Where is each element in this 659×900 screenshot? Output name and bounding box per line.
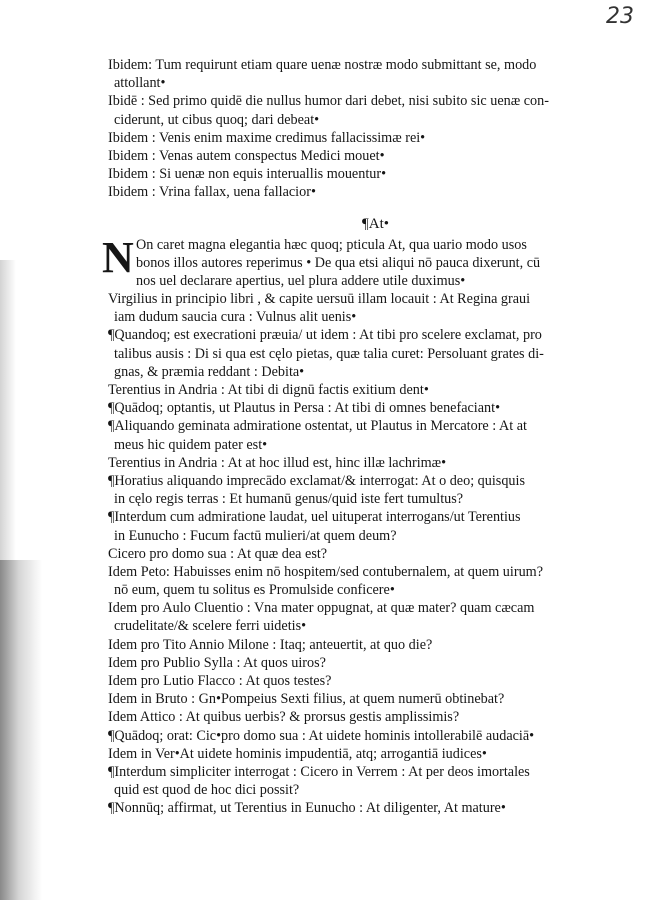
text-line: ¶Quādoq; orat: Cic•pro domo sua : At uidete hominis intollerabilē audaciā• — [108, 727, 535, 744]
text-line: Ibidē : Sed primo quidē die nullus humor dari debet, nisi subito sic uenæ con- — [108, 93, 549, 110]
text-line: ¶Quādoq; optantis, ut Plautus in Persa : At tibi di omnes benefaciant• — [108, 400, 501, 417]
text-line: Idem pro Aulo Cluentio : Vna mater oppugnat, at quæ mater? quam cæcam — [108, 600, 535, 617]
text-line: talibus ausis : Di si qua est cęlo pietas, quæ talia curet: Persoluant grates di- — [114, 345, 544, 362]
page-number: 23 — [606, 4, 634, 29]
text-line: ¶Interdum cum admiratione laudat, uel uituperat interrogans/ut Terentius — [108, 509, 521, 526]
text-line: quid est quod de hoc dici possit? — [114, 782, 300, 799]
text-line: bonos illos autores reperimus • De qua etsi aliqui nō pauca dixerunt, cū — [136, 254, 541, 271]
drop-cap-paragraph — [102, 232, 578, 291]
text-line: Idem in Bruto : Gn•Pompeius Sexti filius, at quem numerū obtinebat? — [108, 691, 505, 708]
text-line: Idem pro Publio Sylla : At quos uiros? — [108, 654, 326, 671]
text-line: Ibidem : Venis enim maxime credimus fallacissimæ rei• — [108, 129, 426, 146]
scan-shadow-upper — [0, 260, 16, 560]
text-line: gnas, & præmia reddant : Debita• — [114, 363, 305, 380]
text-line: ¶Horatius aliquando imprecādo exclamat/& interrogat: At o deo; quisquis — [108, 472, 525, 489]
text-line: in cęlo regis terras : Et humanū genus/quid iste fert tumultus? — [114, 491, 464, 508]
text-line: Idem pro Lutio Flacco : At quos testes? — [108, 673, 332, 689]
text-line: nos uel declarare apertius, uel plura addere utile duximus• — [136, 272, 466, 289]
text-line: Terentius in Andria : At at hoc illud est, hinc illæ lachrimæ• — [108, 454, 447, 471]
text-line: ciderunt, ut cibus quoq; dari debeat• — [114, 111, 320, 128]
text-block — [102, 56, 578, 818]
text-line: ¶Aliquando geminata admiratione ostentat, ut Plautus in Mercatore : At at — [108, 418, 527, 435]
text-line: Virgilius in principio libri , & capite uersuū illam locauit : At Regina graui — [108, 291, 531, 308]
scan-shadow — [0, 560, 42, 900]
text-line: Ibidem : Si uenæ non equis interuallis mouentur• — [108, 166, 387, 183]
text-line: Terentius in Andria : At tibi di dignū factis exitium dent• — [108, 382, 429, 398]
text-line: Ibidem : Vrina fallax, uena fallacior• — [108, 184, 316, 201]
text-line: attollant• — [114, 75, 166, 92]
text-line: Ibidem : Venas autem conspectus Medici mouet• — [108, 147, 385, 164]
text-line: Ibidem: Tum requirunt etiam quare uenæ nostræ modo submittant se, modo — [108, 57, 537, 73]
text-line: Idem pro Tito Annio Milone : Itaq; anteuertit, at quo die? — [108, 636, 433, 653]
text-line: Idem in Ver•At uidete hominis impudentiā, atq; arrogantiā iudices• — [108, 745, 487, 762]
text-line: On caret magna elegantia hæc quoq; pticula At, qua uario modo usos — [136, 236, 527, 253]
drop-cap: N — [102, 232, 134, 282]
text-line: crudelitate/& scelere ferri uidetis• — [114, 618, 307, 635]
text-line: Cicero pro domo sua : At quæ dea est? — [108, 545, 328, 562]
text-line: Idem Attico : At quibus uerbis? & prorsus gestis amplissimis? — [108, 709, 460, 726]
text-line: ¶Quandoq; est execrationi præuia/ ut idem : At tibi pro scelere exclamat, pro — [108, 327, 542, 344]
section-header: ¶At• — [362, 215, 390, 232]
text-line: meus hic quidem pater est• — [114, 436, 268, 453]
text-line: in Eunucho : Fucum factū mulieri/at quem deum? — [114, 527, 397, 544]
text-line: ¶Nonnūq; affirmat, ut Terentius in Eunucho : At diligenter, At mature• — [108, 800, 506, 817]
text-line: Idem Peto: Habuisses enim nō hospitem/sed contubernalem, at quem uirum? — [108, 563, 543, 580]
text-line: ¶Interdum simpliciter interrogat : Cicero in Verrem : At per deos imortales — [108, 763, 530, 780]
text-line: iam dudum saucia cura : Vulnus alit uenis• — [114, 309, 357, 326]
text-line: nō eum, quem tu solitus es Promulside conficere• — [114, 582, 395, 599]
